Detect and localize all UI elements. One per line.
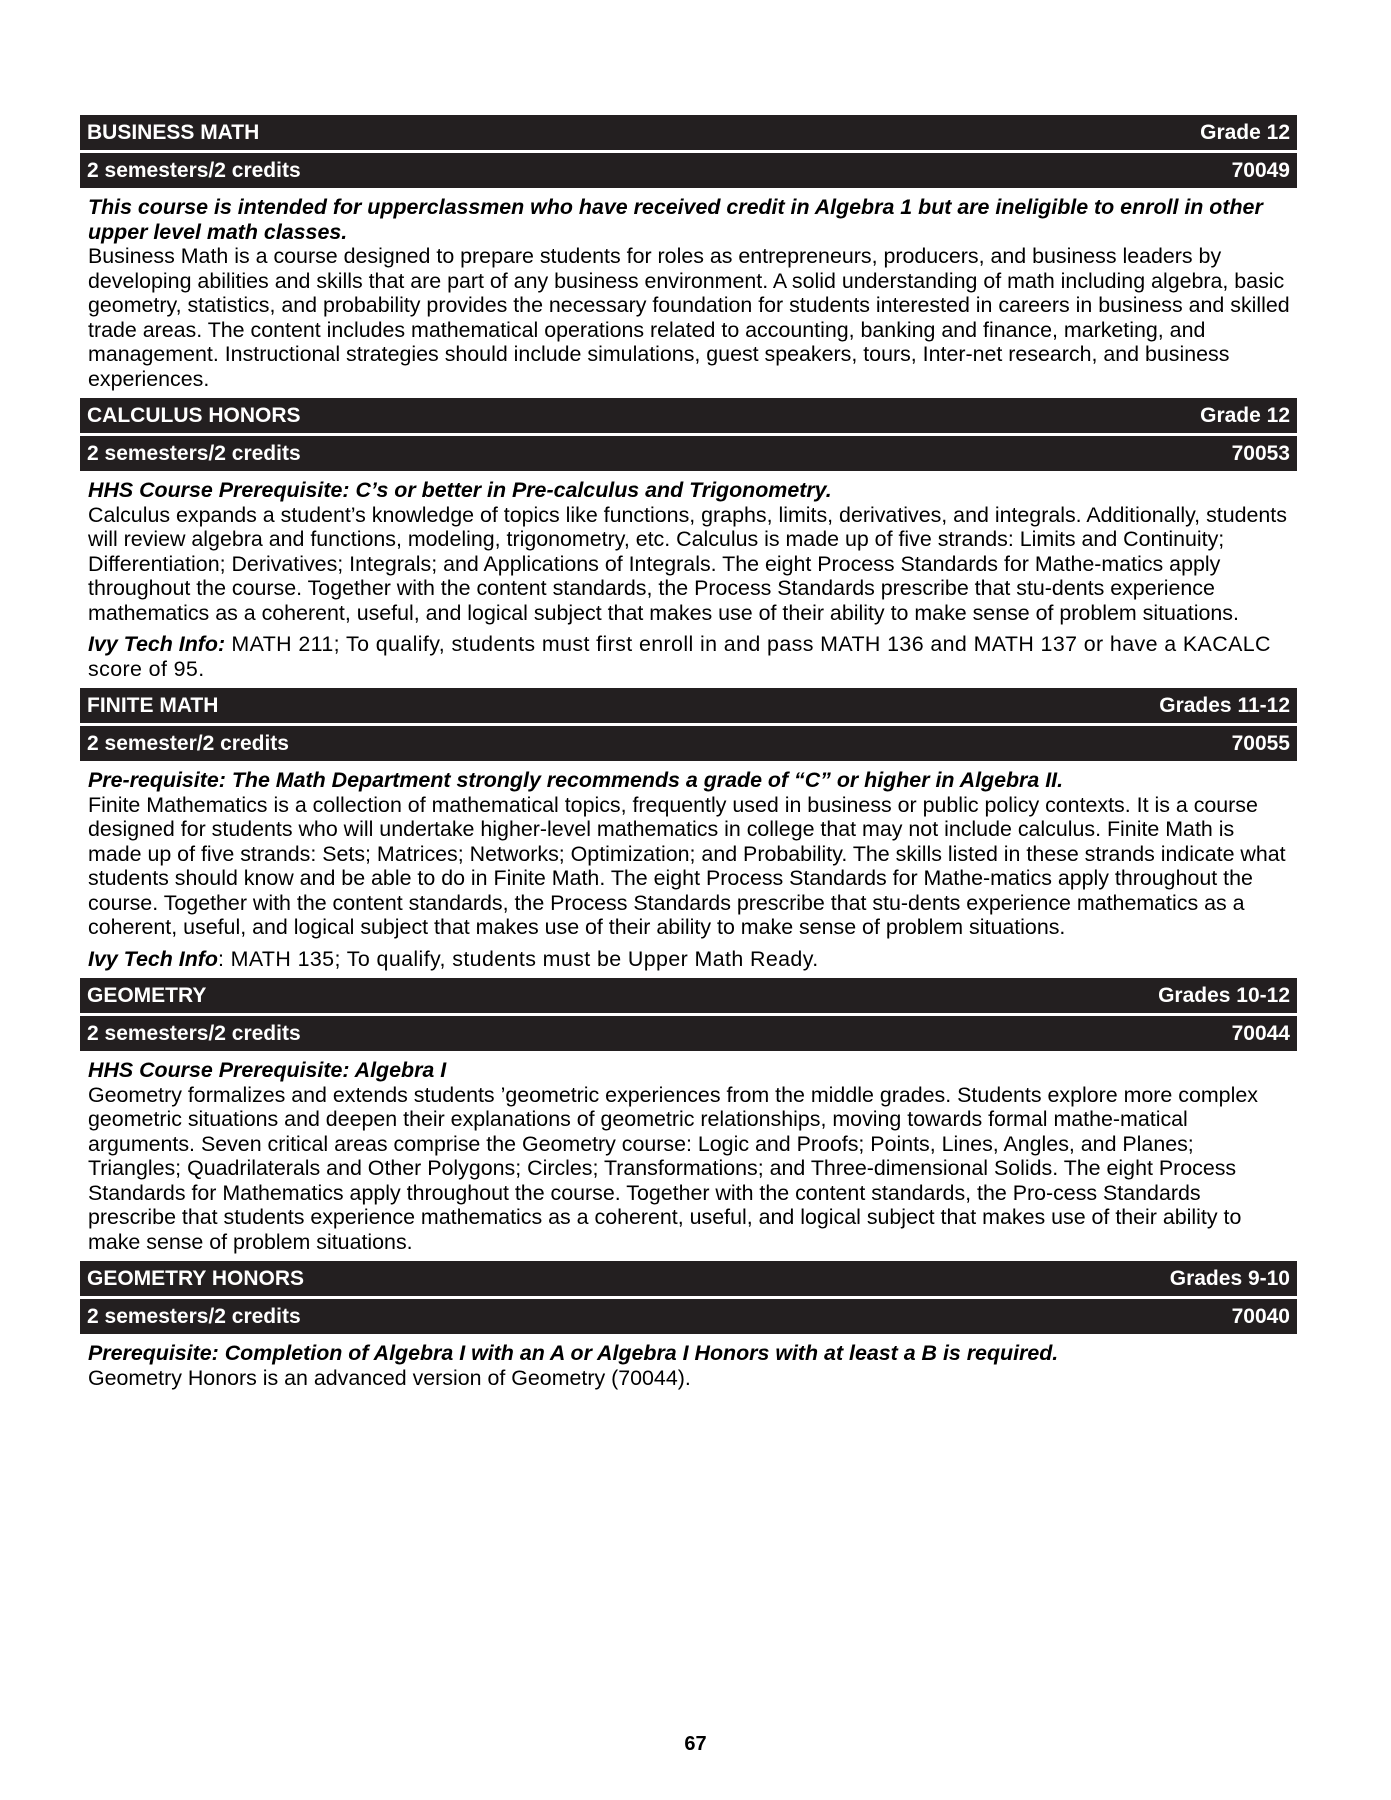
course-credits: 2 semesters/2 credits — [87, 1304, 301, 1328]
ivy-tech-text: MATH 211; To qualify, students must first enroll in and pass MATH 136 and MATH 137 or have a KACALC score of 95. — [88, 632, 1271, 681]
course-credits-bar — [80, 1016, 1297, 1051]
course-credits-bar — [80, 436, 1297, 471]
course-body — [80, 471, 1297, 688]
course-body — [80, 1051, 1297, 1261]
course-finite-math — [80, 688, 1297, 978]
course-prerequisite: This course is intended for upperclassmen who have received credit in Algebra 1 but are ineligible to enroll in other upper level math classes. — [88, 195, 1263, 244]
course-title: CALCULUS HONORS — [87, 403, 301, 427]
course-title-bar — [80, 688, 1297, 723]
ivy-tech-text: : MATH 135; To qualify, students must be Upper Math Ready. — [217, 946, 819, 971]
course-geometry — [80, 978, 1297, 1261]
course-calculus-honors — [80, 398, 1297, 688]
course-credits: 2 semester/2 credits — [87, 731, 289, 755]
course-description: Geometry Honors is an advanced version of Geometry (70044). — [88, 1365, 691, 1390]
course-description: Business Math is a course designed to prepare students for roles as entrepreneurs, producers, and business leaders by developing abilities and skills that are part of any business environment. A solid understanding of math including algebra, basic geometry, statistics, and probability provides the necessary foundation for students interested in careers in business and skilled trade areas. The content includes mathematical operations related to accounting, banking and finance, marketing, and management. Instructional strategies should include simulations, guest speakers, tours, Inter-net research, and business experiences. — [88, 244, 1290, 391]
course-credits-bar — [80, 153, 1297, 188]
course-body — [80, 188, 1297, 398]
course-credits: 2 semesters/2 credits — [87, 441, 301, 465]
course-geometry-honors — [80, 1261, 1297, 1397]
course-prerequisite: Pre-requisite: The Math Department strongly recommends a grade of “C” or higher in Algebra II. — [88, 768, 1064, 792]
course-code: 70044 — [1231, 1021, 1290, 1045]
course-code: 70053 — [1231, 441, 1290, 465]
course-code: 70049 — [1231, 158, 1290, 182]
course-prerequisite: HHS Course Prerequisite: Algebra I — [88, 1058, 447, 1082]
course-body — [80, 1334, 1297, 1397]
course-title: GEOMETRY — [87, 983, 207, 1007]
course-title-bar — [80, 115, 1297, 150]
course-title-bar — [80, 398, 1297, 433]
course-prerequisite: HHS Course Prerequisite: C’s or better in Pre-calculus and Trigonometry. — [88, 478, 832, 502]
ivy-tech-info — [88, 947, 1290, 972]
course-description: Finite Mathematics is a collection of mathematical topics, frequently used in business or public policy contexts. It is a course designed for students who will undertake higher-level mathematics in college that may not include calculus. Finite Math is made up of five strands: Sets; Matrices; Networks; Optimization; and Probability. The skills listed in these strands indicate what students should know and be able to do in Finite Math. The eight Process Standards for Mathe-matics apply throughout the course. Together with the content standards, the Process Standards prescribe that stu-dents experience mathematics as a coherent, useful, and logical subject that makes use of their ability to make sense of problem situations. — [88, 792, 1286, 939]
course-business-math — [80, 115, 1297, 398]
ivy-tech-label: Ivy Tech Info — [88, 946, 218, 971]
course-description: Calculus expands a student’s knowledge of topics like functions, graphs, limits, derivatives, and integrals. Additionally, students will review algebra and functions, modeling, trigonometry, etc. Calculus is made up of five strands: Limits and Continuity; Differentiation; Derivatives; Integrals; and Applications of Integrals. The eight Process Standards for Mathe-matics apply throughout the course. Together with the content standards, the Process Standards prescribe that stu-dents experience mathematics as a coherent, useful, and logical subject that makes use of their ability to make sense of problem situations. — [88, 502, 1287, 625]
course-code: 70055 — [1231, 731, 1290, 755]
course-credits-bar — [80, 726, 1297, 761]
course-prerequisite: Prerequisite: Completion of Algebra I with an A or Algebra I Honors with at least a B is required. — [88, 1341, 1059, 1365]
course-description: Geometry formalizes and extends students ’geometric experiences from the middle grades. Students explore more complex geometric situations and deepen their explanations of geometric relationships, moving towards formal mathe-matical arguments. Seven critical areas comprise the Geometry course: Logic and Proofs; Points, Lines, Angles, and Planes; Triangles; Quadrilaterals and Other Polygons; Circles; Transformations; and Three-dimensional Solids. The eight Process Standards for Mathematics apply throughout the course. Together with the content standards, the Pro-cess Standards prescribe that students experience mathematics as a coherent, useful, and logical subject that makes use of their ability to make sense of problem situations. — [88, 1082, 1258, 1254]
course-grade: Grades 10-12 — [1158, 983, 1290, 1007]
course-credits-bar — [80, 1299, 1297, 1334]
course-title: GEOMETRY HONORS — [87, 1266, 305, 1290]
course-title: BUSINESS MATH — [87, 120, 260, 144]
course-title: FINITE MATH — [87, 693, 219, 717]
course-grade: Grades 9-10 — [1169, 1266, 1290, 1290]
course-credits: 2 semesters/2 credits — [87, 1021, 301, 1045]
course-credits: 2 semesters/2 credits — [87, 158, 301, 182]
course-title-bar — [80, 1261, 1297, 1296]
ivy-tech-info — [88, 632, 1290, 681]
course-catalog-page — [80, 115, 1297, 1397]
course-code: 70040 — [1231, 1304, 1290, 1328]
ivy-tech-label: Ivy Tech Info: — [88, 632, 226, 656]
page-number: 67 — [684, 1733, 707, 1755]
course-body — [80, 761, 1297, 978]
course-title-bar — [80, 978, 1297, 1013]
course-grade: Grade 12 — [1200, 403, 1290, 427]
course-grade: Grades 11-12 — [1159, 693, 1290, 717]
course-grade: Grade 12 — [1200, 120, 1290, 144]
